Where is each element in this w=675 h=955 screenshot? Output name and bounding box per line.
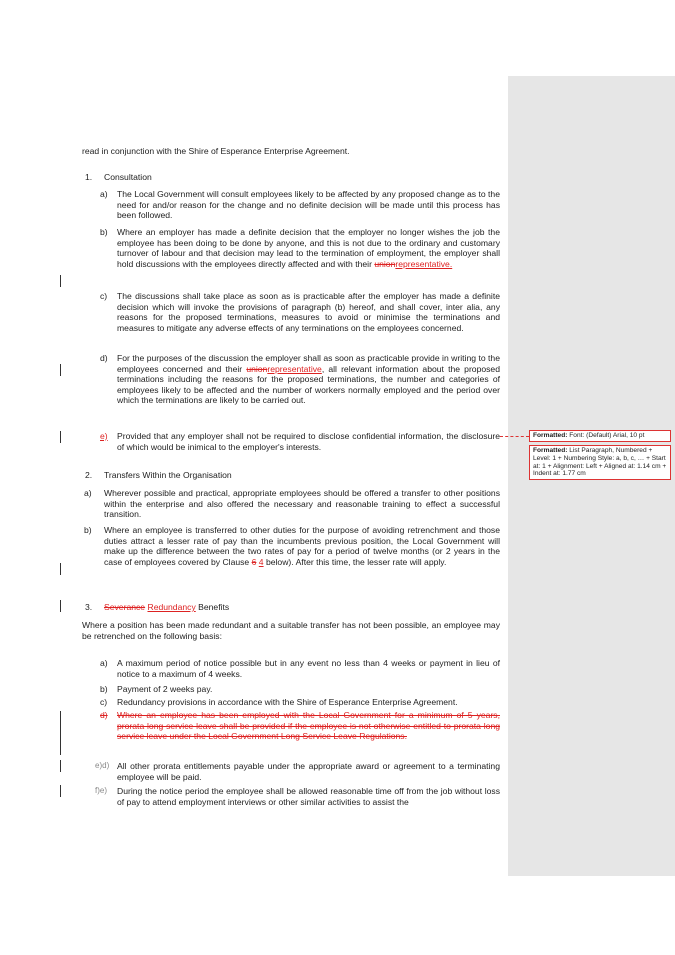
list-item-text-part: Where an employer has made a definite decision that the employer no longer wishes the job the employee has been doing to be done by anyone, and this is not due to the ordinary and customary turnover of labour and that decision may lead to the termination of employment, the employer shall hold discussions with the employees directly affected and with their <box>117 227 500 269</box>
formatting-comment[interactable] <box>529 430 671 442</box>
list-label: d) <box>100 710 108 720</box>
section-number: 1. <box>85 172 93 182</box>
list-item-text <box>117 353 500 406</box>
list-label: c) <box>100 291 108 301</box>
list-label: b) <box>100 684 108 694</box>
comment-text: List Paragraph, Numbered + Level: 1 + Numbering Style: a, b, c, … + Start at: 1 + Alignment: Left + Aligned at: 1.14 cm + Indent at: 1.77 cm <box>533 447 667 478</box>
inserted-text: representative. <box>395 258 453 269</box>
inserted-text: Redundancy <box>147 602 196 612</box>
change-bar <box>60 760 61 772</box>
list-label: f)e) <box>95 786 107 795</box>
list-item-text-part: , all relevant information about the proposed terminations including the reasons for the proposed terminations, the number and categories of employees likely to be affected and the number of workers normally employed and the period over which the terminations are likely to be carried out. <box>117 363 500 406</box>
comment-label: Formatted: <box>533 432 568 439</box>
list-item-text-part: For the purposes of the discussion the employer shall as soon as practicable provide in writing to the employees concerned and their <box>117 353 500 374</box>
deleted-text: 6 <box>251 556 257 567</box>
list-label: a) <box>100 189 108 199</box>
section-heading <box>104 602 229 613</box>
deleted-text: union <box>374 258 396 269</box>
list-item-text: Wherever possible and practical, appropriate employees should be offered a transfer to other positions within the enterprise and also offered the necessary and reasonable training to effect a successful transition. <box>104 488 500 520</box>
list-item-text: All other prorata entitlements payable under the appropriate award or agreement to a terminating employee will be paid. <box>117 761 500 782</box>
list-label: b) <box>100 227 108 237</box>
heading-text: Benefits <box>198 602 230 612</box>
list-label: a) <box>100 658 108 668</box>
list-label: d) <box>100 353 108 363</box>
deleted-list-item: Where an employee has been employed with the Local Government for a minimum of 5 years, prorata long service leave shall be provided if the employee is not otherwise entitled to prorata long service leave under the Local Government Long Service Leave Regulations. <box>117 710 500 742</box>
list-item-text-part: below). After this time, the lesser rate will apply. <box>265 556 447 567</box>
list-item-text-part: Where an employee is transferred to other duties for the purpose of avoiding retrenchment and those duties attract a lesser rate of pay than the incumbents previous position, the Local Government will make up the difference between the two rates of pay for a period of twelve months (or 2 years in the case of employees covered by Clause <box>104 525 500 567</box>
inserted-text: 4 <box>258 556 264 567</box>
comment-label: Formatted: <box>533 447 568 454</box>
change-bar <box>60 563 61 575</box>
formatting-comment[interactable] <box>529 445 671 480</box>
list-item-text: Redundancy provisions in accordance with the Shire of Esperance Enterprise Agreement. <box>117 697 458 707</box>
list-label: e) <box>100 431 108 441</box>
list-label: c) <box>100 697 108 707</box>
change-bar <box>60 711 61 755</box>
comment-text: Font: (Default) Arial, 10 pt <box>569 432 645 439</box>
list-label: a) <box>84 488 92 498</box>
list-label: b) <box>84 525 92 535</box>
list-item-text: Provided that any employer shall not be required to disclose confidential information, the disclosure of which would be inimical to the employer's interests. <box>117 431 500 452</box>
comment-connector <box>500 436 529 437</box>
change-bar <box>60 431 61 443</box>
intro-text: read in conjunction with the Shire of Esperance Enterprise Agreement. <box>82 146 350 156</box>
list-item-text: Payment of 2 weeks pay. <box>117 684 213 694</box>
list-item-text: During the notice period the employee shall be allowed reasonable time off from the job without loss of pay to attend employment interviews or other similar activities to assist the <box>117 786 500 807</box>
change-bar <box>60 600 61 612</box>
deleted-text: Severance <box>104 602 146 612</box>
section-heading: Transfers Within the Organisation <box>104 470 232 480</box>
list-item-text <box>104 525 500 567</box>
section-number: 3. <box>85 602 93 612</box>
change-bar <box>60 364 61 376</box>
change-bar <box>60 785 61 797</box>
section-intro: Where a position has been made redundant and a suitable transfer has not been possible, an employee may be retrenched on the following basis: <box>82 620 500 641</box>
list-item-text <box>117 227 500 269</box>
list-label: e)d) <box>95 761 110 770</box>
list-item-text: The discussions shall take place as soon as is practicable after the employer has made a definite decision which will invoke the provisions of paragraph (b) hereof, and shall cover, inter alia, any reasons for the proposed terminations, measures to avoid or minimise the terminations and measures to mitigate any adverse effects of any terminations on the employees concerned. <box>117 291 500 333</box>
section-number: 2. <box>85 470 93 480</box>
deleted-text: union <box>246 363 268 374</box>
change-bar <box>60 275 61 287</box>
list-item-text: The Local Government will consult employees likely to be affected by any proposed change as to the need for and/or reason for the change and no definite decision will be made until this process has been followed. <box>117 189 500 221</box>
inserted-text: representative <box>267 363 322 374</box>
section-heading: Consultation <box>104 172 152 182</box>
list-item-text: A maximum period of notice possible but in any event no less than 4 weeks or payment in lieu of notice to a maximum of 4 weeks. <box>117 658 500 679</box>
